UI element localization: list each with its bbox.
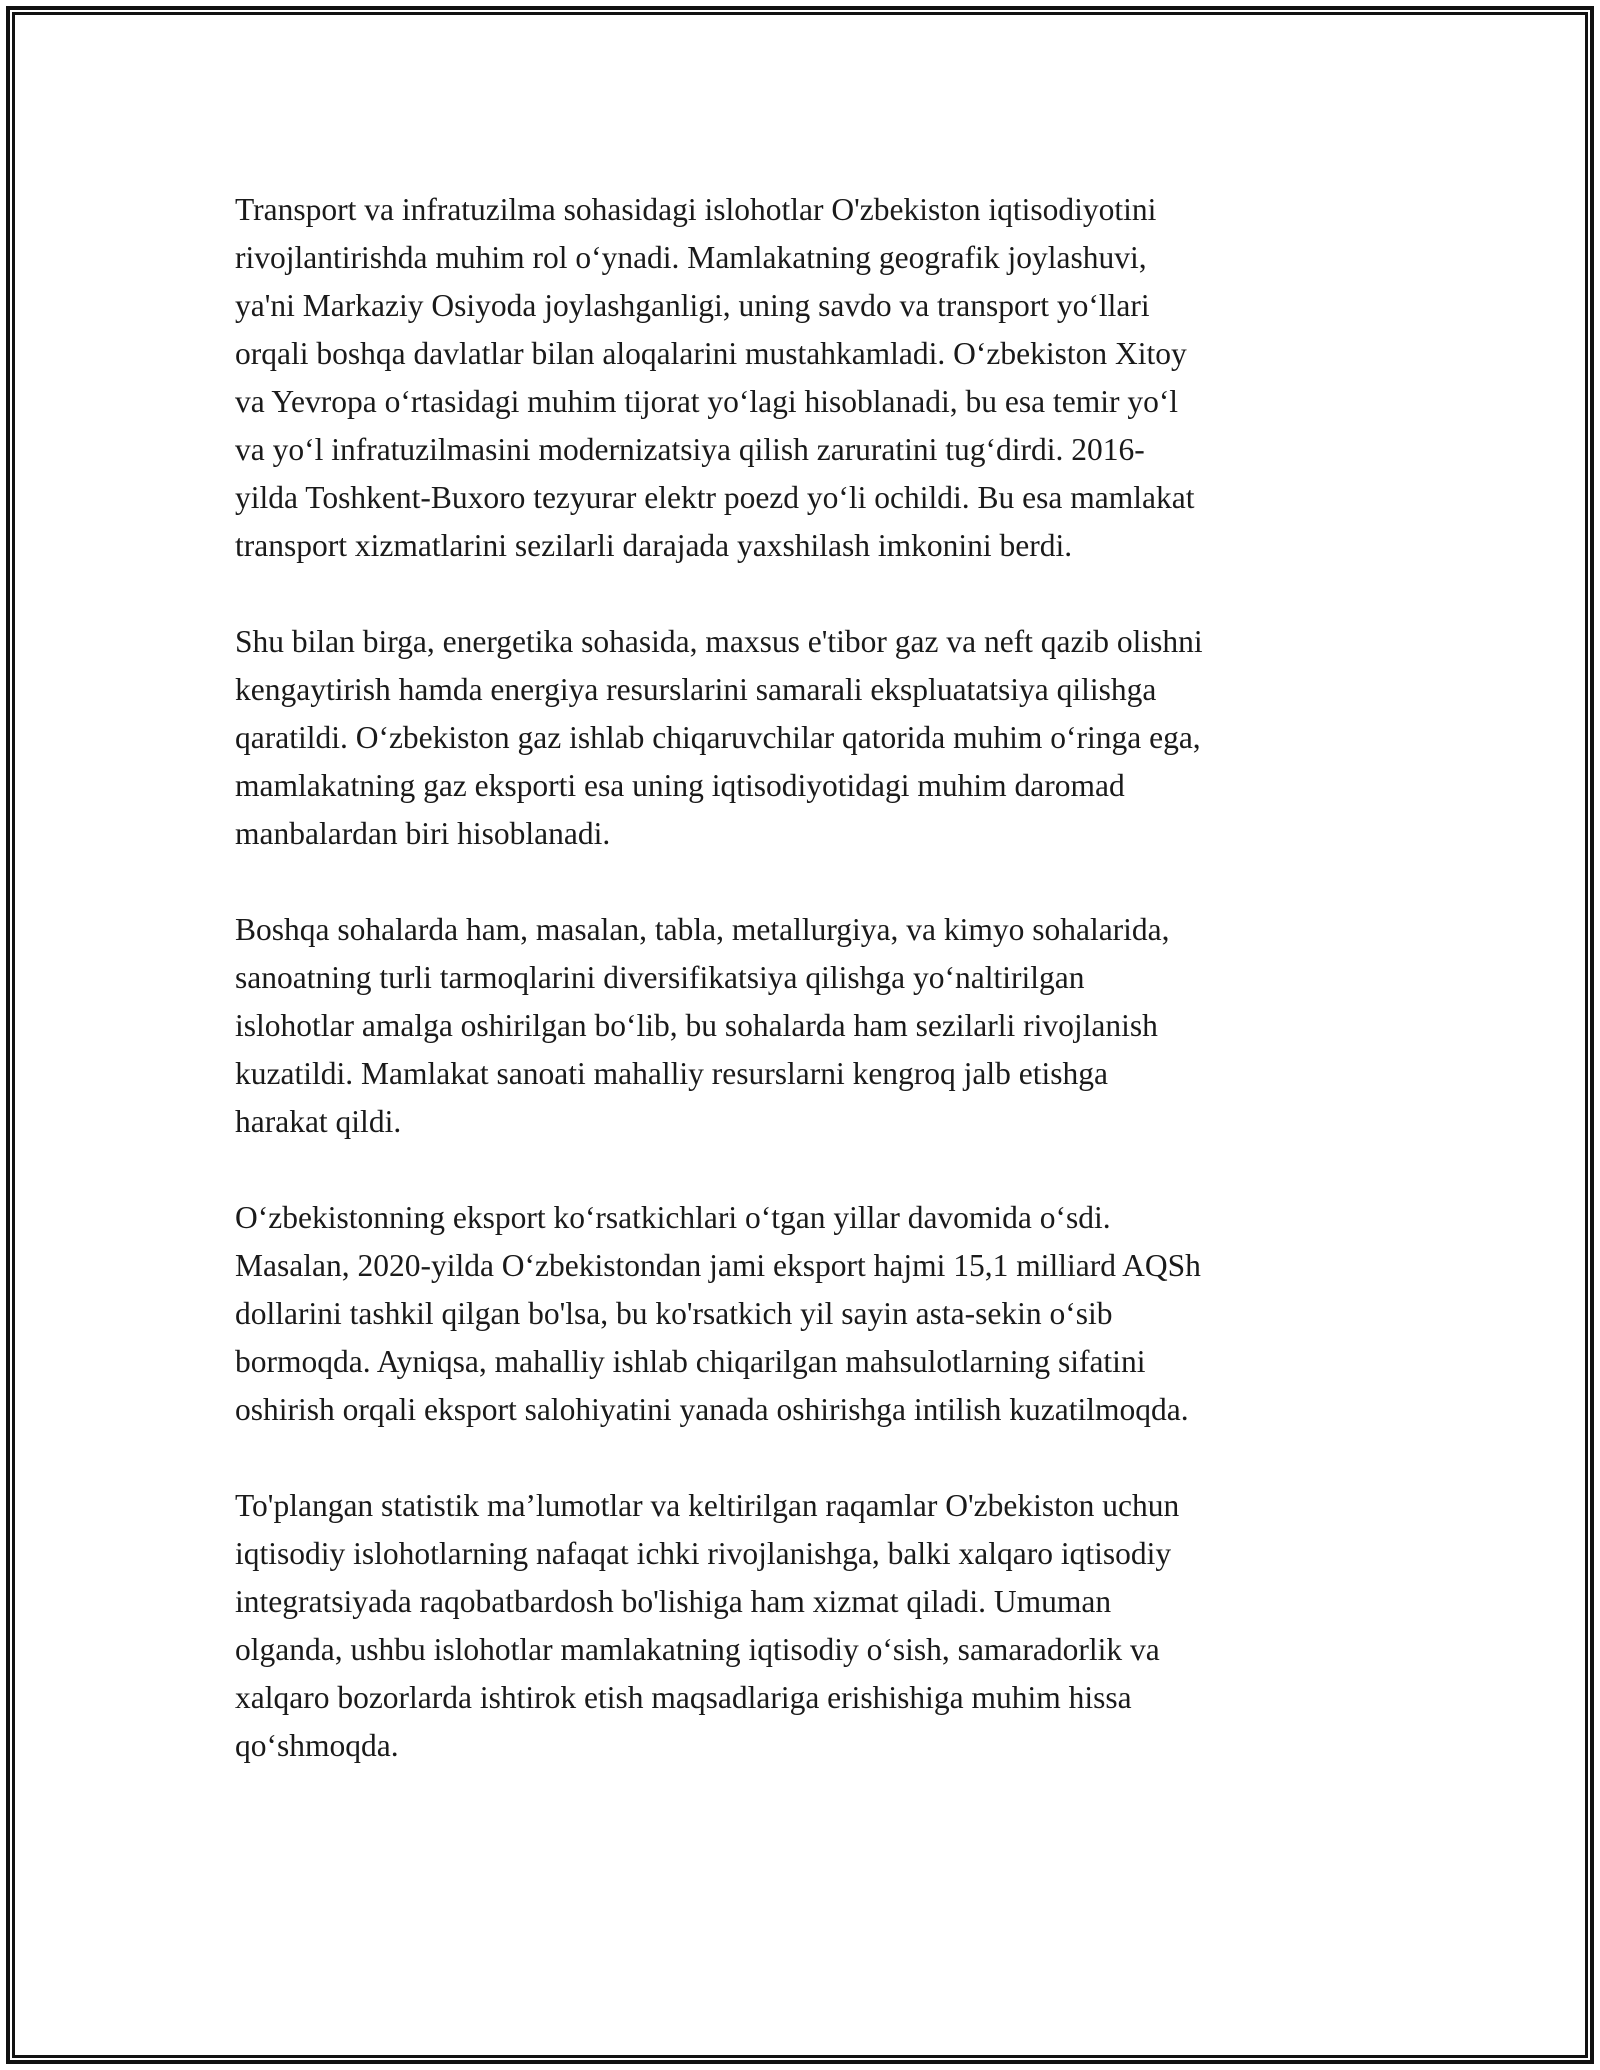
paragraph-transport: Transport va infratuzilma sohasidagi islohotlar O'zbekiston iqtisodiyotini rivojlantirishda muhim rol oʻynadi. Mamlakatning geografik joylashuvi, ya'ni Markaziy Osiyoda joylashganligi, uning savdo va transport yoʻllari orqali boshqa davlatlar bilan aloqalarini mustahkamladi. Oʻzbekiston Xitoy va Yevropa oʻrtasidagi muhim tijorat yoʻlagi hisoblanadi, bu esa temir yoʻl va yoʻl infratuzilmasini modernizatsiya qilish zaruratini tugʻdirdi. 2016- yilda Toshkent-Buxoro tezyurar elektr poezd yoʻli ochildi. Bu esa mamlakat transport xizmatlarini sezilarli darajada yaxshilash imkonini berdi. <box>235 192 1195 563</box>
paragraph-energy: Shu bilan birga, energetika sohasida, maxsus e'tibor gaz va neft qazib olishni kengaytirish hamda energiya resurslarini samarali ekspluatatsiya qilishga qaratildi. Oʻzbekiston gaz ishlab chiqaruvchilar qatorida muhim oʻringa ega, mamlakatning gaz eksporti esa uning iqtisodiyotidagi muhim daromad manbalardan biri hisoblanadi. <box>235 624 1203 851</box>
document-body <box>235 186 1395 1818</box>
paragraph-industry: Boshqa sohalarda ham, masalan, tabla, metallurgiya, va kimyo sohalarida, sanoatning turli tarmoqlarini diversifikatsiya qilishga yoʻnaltirilgan islohotlar amalga oshirilgan boʻlib, bu sohalarda ham sezilarli rivojlanish kuzatildi. Mamlakat sanoati mahalliy resurslarni kengroq jalb etishga harakat qildi. <box>235 912 1170 1139</box>
paragraph-conclusion: To'plangan statistik ma’lumotlar va keltirilgan raqamlar O'zbekiston uchun iqtisodiy islohotlarning nafaqat ichki rivojlanishga, balki xalqaro iqtisodiy integratsiyada raqobatbardosh bo'lishiga ham xizmat qiladi. Umuman olganda, ushbu islohotlar mamlakatning iqtisodiy oʻsish, samaradorlik va xalqaro bozorlarda ishtirok etish maqsadlariga erishishiga muhim hissa qoʻshmoqda. <box>235 1488 1180 1763</box>
paragraph-export: Oʻzbekistonning eksport koʻrsatkichlari oʻtgan yillar davomida oʻsdi. Masalan, 2020-yilda Oʻzbekistondan jami eksport hajmi 15,1 milliard AQSh dollarini tashkil qilgan bo'lsa, bu ko'rsatkich yil sayin asta-sekin oʻsib bormoqda. Ayniqsa, mahalliy ishlab chiqarilgan mahsulotlarning sifatini oshirish orqali eksport salohiyatini yanada oshirishga intilish kuzatilmoqda. <box>235 1200 1201 1427</box>
